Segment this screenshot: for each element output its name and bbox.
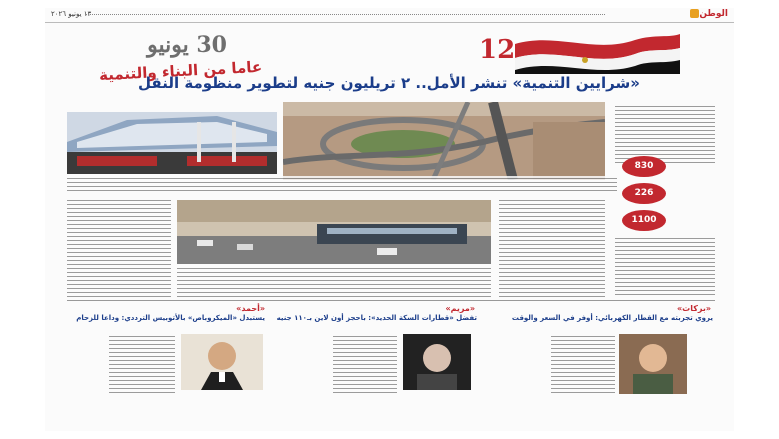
newspaper-page — [45, 8, 734, 431]
profile-1-name: «أحمد» — [236, 304, 265, 313]
egypt-flag-banner — [515, 30, 680, 74]
bullet-text-lines — [67, 176, 617, 192]
strip-divider — [85, 14, 605, 17]
text-column-center-middle — [177, 266, 491, 300]
newspaper-brand — [687, 9, 728, 19]
main-headline: «شرايين التنمية» تنشر الأمل.. ٢ تريليون جنيه لتطوير منظومة النقل — [138, 74, 640, 92]
profile-1-photo — [181, 334, 263, 390]
stat-badge-2: 226 — [622, 183, 666, 204]
photo-highway-interchange — [283, 102, 605, 180]
text-column-right-middle — [615, 236, 715, 298]
brand-logo-icon — [690, 9, 699, 18]
masthead-subtitle: عاما من البناء والتنمية — [98, 57, 263, 85]
brand-label: الوطن — [699, 9, 728, 19]
stat-badge-1: 830 — [622, 156, 666, 177]
section-divider — [67, 300, 715, 301]
profile-2-photo — [403, 334, 471, 390]
masthead-date: 30 يونيو — [147, 32, 227, 58]
profile-2-name: «مريم» — [445, 304, 475, 313]
masthead-years: 12 — [479, 35, 516, 65]
text-column-right-top — [615, 104, 715, 164]
page-date-line: ١٣ يونيو ٢٠٢٦ — [51, 10, 92, 18]
profile-1-text — [109, 334, 175, 394]
masthead-date-badge — [97, 32, 263, 85]
photo-brt-bus-lane — [177, 200, 491, 264]
photo-station-roof — [67, 112, 277, 174]
profile-3-photo — [619, 334, 687, 394]
profile-3-caption: يروي تجربته مع القطار الكهربائي: أوفر في السعر والوقت — [511, 314, 713, 322]
page-top-strip — [45, 8, 734, 23]
text-column-center-right — [499, 198, 605, 298]
profile-3-name: «بركات» — [676, 304, 711, 313]
profile-2-text — [333, 334, 397, 394]
profile-1-caption: يستبدل «الميكروباص» بالأتوبيس الترددي: وداعا للزحام — [76, 314, 265, 322]
profile-2-caption: تفضل «قطارات السكة الحديد»: باحجز أون لاين بـ١١٠ جنيه — [276, 314, 477, 322]
profile-3-text — [551, 334, 615, 394]
stat-badge-3: 1100 — [622, 210, 666, 231]
text-column-left-middle — [67, 198, 171, 298]
